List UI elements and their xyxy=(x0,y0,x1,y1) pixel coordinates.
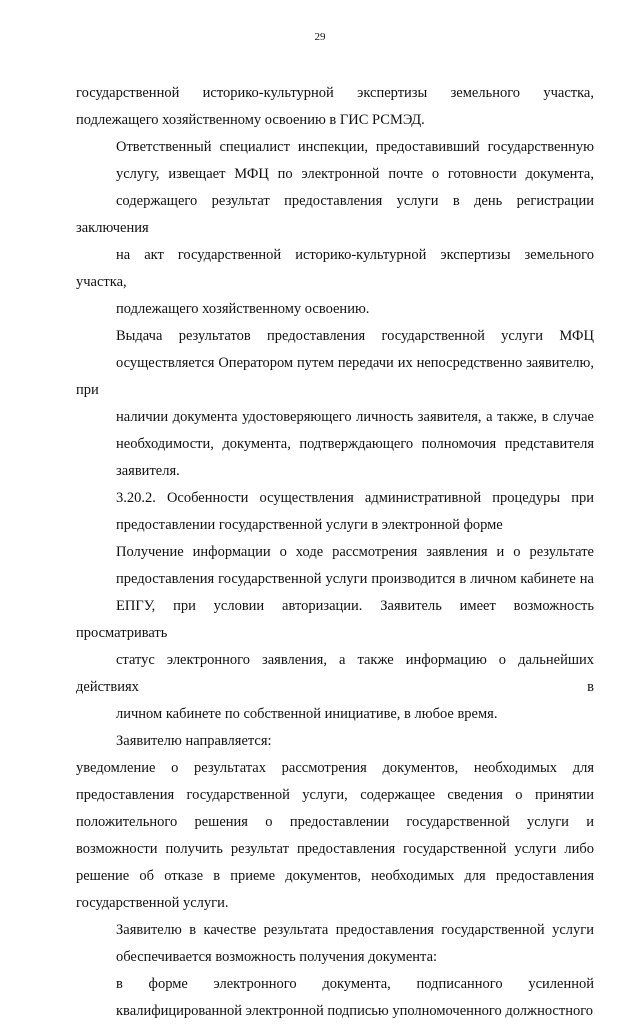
text-line: обеспечивается возможность получения документа: xyxy=(116,949,438,965)
text-line: квалифицированной электронной подписью уполномоченного должностного xyxy=(116,1003,594,1019)
paragraph xyxy=(76,80,594,134)
paragraph xyxy=(76,755,594,917)
paragraph xyxy=(76,134,594,323)
text-line: предоставления государственной услуги производится в личном кабинете на xyxy=(116,571,594,587)
text-line: на акт государственной историко-культурной экспертизы земельного участка, xyxy=(76,247,594,290)
paragraph xyxy=(76,485,594,539)
text-line: содержащего результат предоставления услуги в день регистрации заключения xyxy=(76,193,594,236)
text-line: Заявителю направляется: xyxy=(116,733,272,749)
text-line: решение об отказе в приеме документов, необходимых для предоставления xyxy=(76,868,594,884)
text-line: услугу, извещает МФЦ по электронной почте о готовности документа, xyxy=(116,166,594,182)
text-line: Получение информации о ходе рассмотрения заявления и о результате xyxy=(116,544,594,560)
paragraph xyxy=(76,539,594,728)
text-line: уведомление о результатах рассмотрения документов, необходимых для xyxy=(76,760,594,776)
text-line: подлежащего хозяйственному освоению в ГИС РСМЭД. xyxy=(76,112,425,128)
text-line: положительного решения о предоставлении государственной услуги и xyxy=(76,814,594,830)
text-line: возможности получить результат предоставления государственной услуги либо xyxy=(76,841,594,857)
text-line: заявителя. xyxy=(116,463,180,479)
text-line: государственной историко-культурной экспертизы земельного участка, xyxy=(76,85,594,101)
text-line: Выдача результатов предоставления государственной услуги МФЦ xyxy=(116,328,594,344)
text-line: 3.20.2. Особенности осуществления административной процедуры при xyxy=(116,490,594,506)
text-line: осуществляется Оператором путем передачи их непосредственно заявителю, при xyxy=(76,355,594,398)
text-line: статус электронного заявления, а также информацию о дальнейших действиях в xyxy=(76,652,594,695)
document-body xyxy=(76,80,594,1025)
text-line: ЕПГУ, при условии авторизации. Заявитель имеет возможность просматривать xyxy=(76,598,594,641)
text-line: Ответственный специалист инспекции, предоставивший государственную xyxy=(116,139,594,155)
text-line: Заявителю в качестве результата предоставления государственной услуги xyxy=(116,922,594,938)
text-line: в форме электронного документа, подписанного усиленной xyxy=(116,976,594,992)
text-line: подлежащего хозяйственному освоению. xyxy=(116,301,370,317)
text-line: предоставлении государственной услуги в электронной форме xyxy=(116,517,503,533)
paragraph xyxy=(76,971,594,1025)
paragraph xyxy=(76,917,594,971)
paragraph xyxy=(76,323,594,485)
text-line: предоставления государственной услуги, содержащее сведения о принятии xyxy=(76,787,594,803)
text-line: наличии документа удостоверяющего личность заявителя, а также, в случае xyxy=(116,409,594,425)
text-line: личном кабинете по собственной инициативе, в любое время. xyxy=(116,706,498,722)
page-number: 29 xyxy=(314,31,326,43)
text-line: необходимости, документа, подтверждающего полномочия представителя xyxy=(116,436,594,452)
text-line: государственной услуги. xyxy=(76,895,229,911)
paragraph xyxy=(76,728,594,755)
